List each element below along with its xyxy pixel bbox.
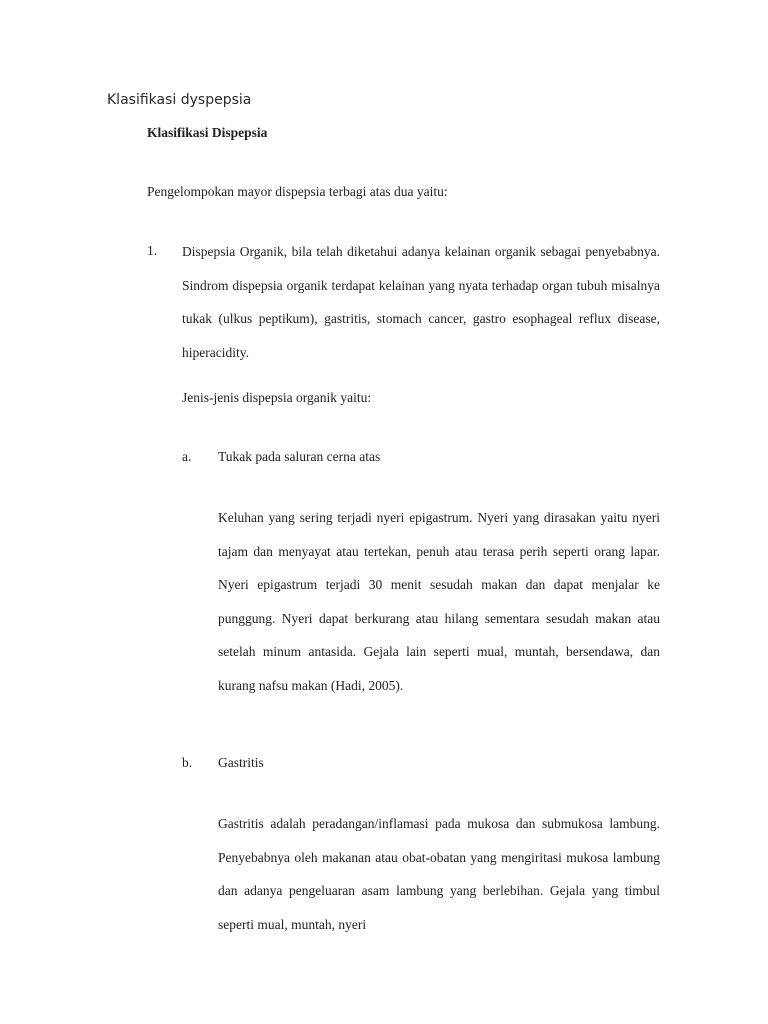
sub-a-paragraph: Keluhan yang sering terjadi nyeri epigastrum. Nyeri yang dirasakan yaitu nyeri tajam dan menyayat atau tertekan, penuh atau terasa perih seperti orang lapar. Nyeri epigastrum terjadi 30 menit sesudah makan dan dapat menjalar ke punggung. Nyeri dapat berkurang atau hilang sementara sesudah makan atau setelah minum antasida. Gejala lain seperti mual, muntah, bersendawa, dan kurang nafsu makan (Hadi, 2005). [218,510,660,693]
list-marker-1: 1. [147,243,158,258]
sub-a-title: Tukak pada saluran cerna atas [218,449,381,464]
item1-paragraph: Dispepsia Organik, bila telah diketahui adanya kelainan organik sebagai penyebabnya. Sindrom dispepsia organik terdapat kelainan yang nyata terhadap organ tubuh misalnya tukak (ulkus peptikum), gastritis, stomach cancer, gastro esophageal reflux disease, hiperacidity. [182,244,660,360]
item1-subheading: Jenis-jenis dispepsia organik yaitu: [182,390,372,405]
list-marker-a: a. [182,449,192,464]
section-heading: Klasifikasi Dispepsia [147,125,268,140]
intro-paragraph: Pengelompokan mayor dispepsia terbagi atas dua yaitu: [147,184,448,199]
document-title: Klasifikasi dyspepsia [107,92,252,108]
sub-b-paragraph: Gastritis adalah peradangan/inflamasi pada mukosa dan submukosa lambung. Penyebabnya oleh makanan atau obat-obatan yang mengiritasi mukosa lambung dan adanya pengeluaran asam lambung yang berlebihan. Gejala yang timbul seperti mual, muntah, nyeri [218,816,660,932]
list-marker-b: b. [182,755,193,770]
sub-b-title: Gastritis [218,755,264,770]
